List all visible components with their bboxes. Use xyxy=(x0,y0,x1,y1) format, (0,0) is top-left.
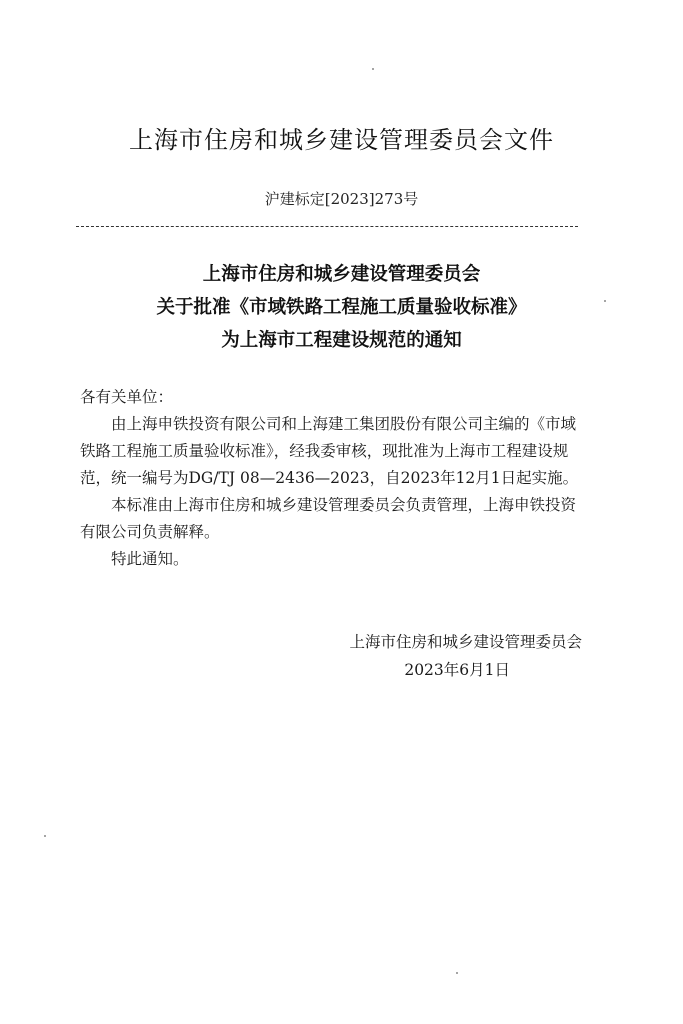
scan-speck xyxy=(44,835,46,837)
title-line-2: 关于批准《市域铁路工程施工质量验收标准》 xyxy=(156,297,527,318)
paragraph-closing: 特此通知。 xyxy=(111,550,189,568)
header-divider xyxy=(76,226,578,227)
paragraph-approval: 由上海申铁投资有限公司和上海建工集团股份有限公司主编的《市域铁路工程施工质量验收标准》，经我委审核，现批准为上海市工程建设规范，统一编号为DG/TJ 08—2436—2023，自2023年12月1日起实施。 xyxy=(80,415,579,487)
title-line-3: 为上海市工程建设规范的通知 xyxy=(221,330,462,351)
addressee: 各有关单位： xyxy=(80,388,174,406)
signature-organization: 上海市住房和城乡建设管理委员会 xyxy=(349,633,582,651)
notice-body xyxy=(80,384,580,573)
scan-speck xyxy=(372,68,374,70)
notice-title xyxy=(0,258,683,357)
paragraph-management: 本标准由上海市住房和城乡建设管理委员会负责管理，上海申铁投资有限公司负责解释。 xyxy=(80,496,577,541)
scan-speck xyxy=(604,300,606,302)
document-number: 沪建标定[2023]273号 xyxy=(264,190,419,208)
signature-date: 2023年6月1日 xyxy=(404,661,510,679)
issuer-document-title: 上海市住房和城乡建设管理委员会文件 xyxy=(129,126,554,154)
signature-block xyxy=(0,628,582,684)
title-line-1: 上海市住房和城乡建设管理委员会 xyxy=(202,264,481,285)
scan-speck xyxy=(456,972,458,974)
